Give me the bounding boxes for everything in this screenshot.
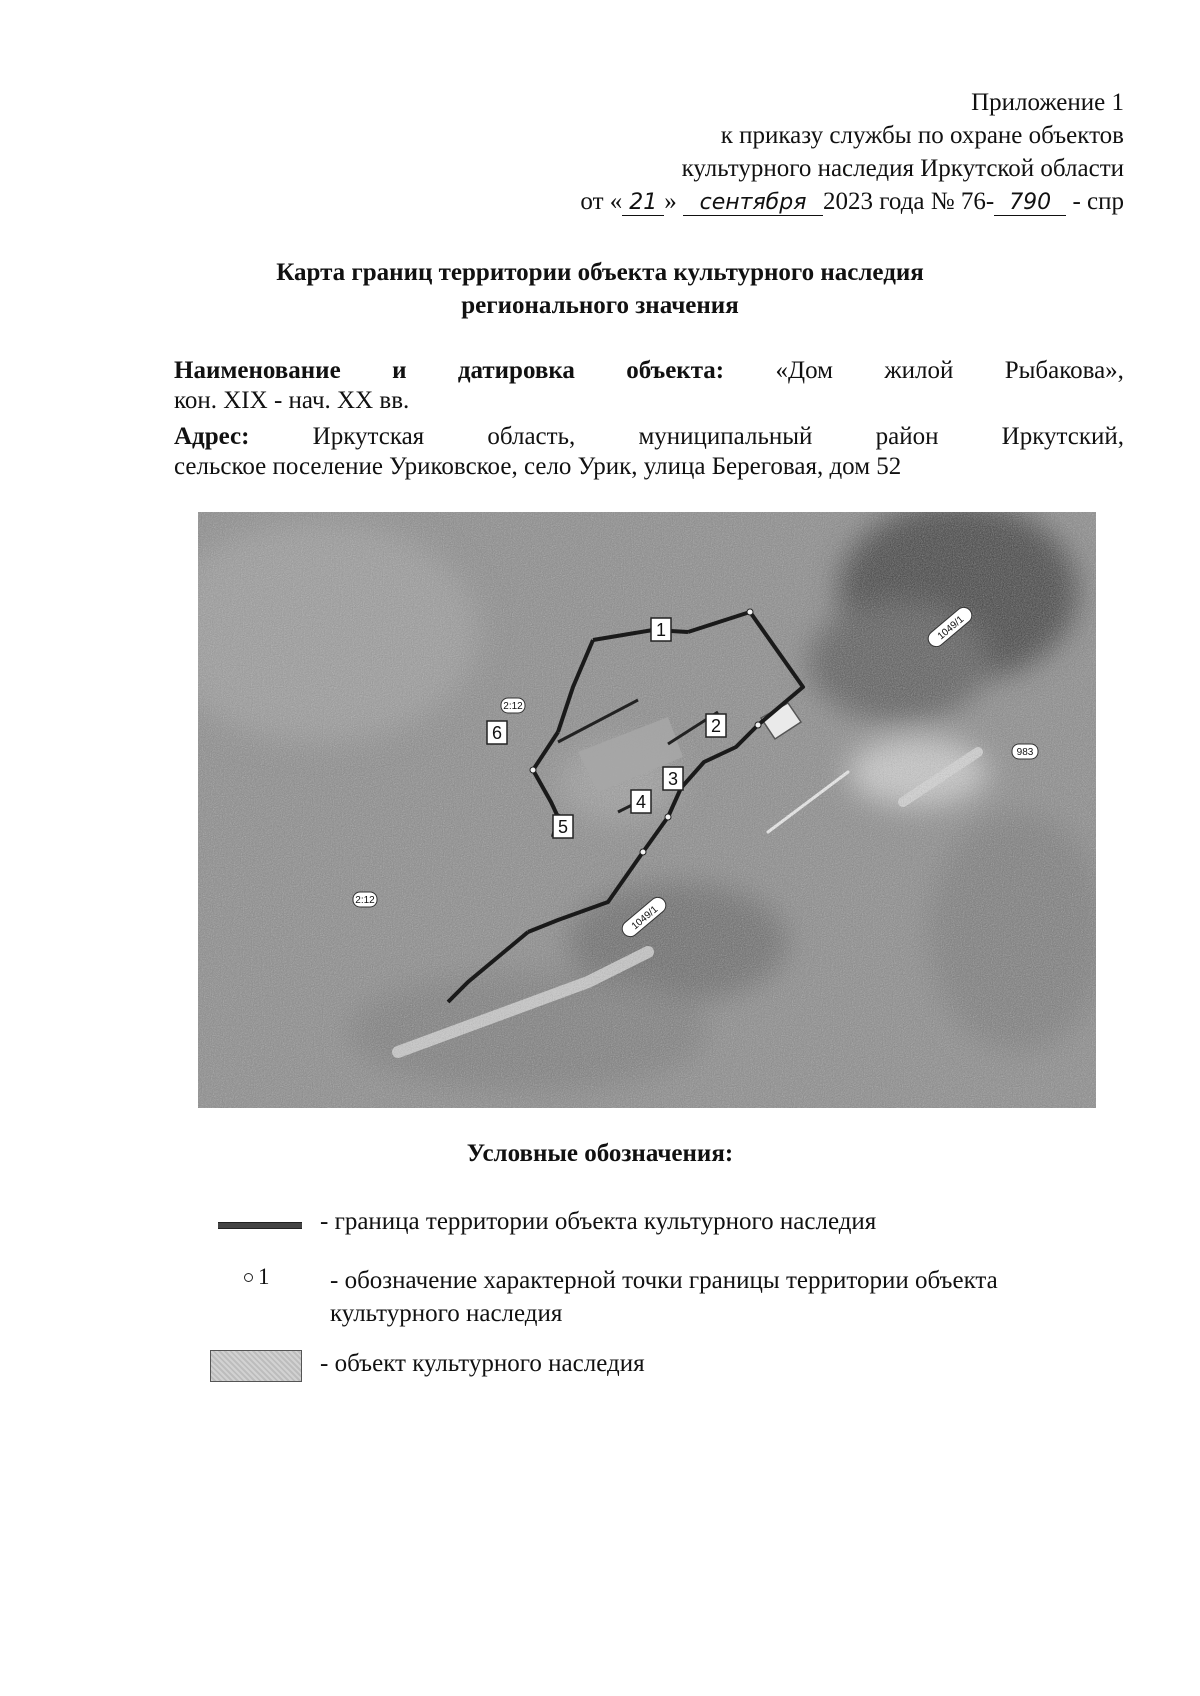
address-block [174,422,1124,482]
svg-text:1049/1: 1049/1 [935,614,967,643]
order-reference: к приказу службы по охране объектов [720,122,1124,149]
point-label-2 [706,714,726,737]
issuing-authority: культурного наследия Иркутской области [681,155,1124,182]
svg-text:3: 3 [667,769,679,789]
parcel-label [353,892,377,907]
address-line-2: сельское поселение Уриковское, село Урик, улица Береговая, дом 52 [174,453,902,480]
aerial-map [198,512,1096,1108]
address-label: Адрес: [174,423,250,450]
svg-text:6: 6 [491,723,503,743]
name-label-word: и [392,357,407,384]
name-label-word: датировка [457,357,575,384]
legend-heritage-text: - объект культурного наследия [320,1350,645,1377]
address-word: область, [487,423,576,450]
address-word: Иркутский, [1001,423,1124,450]
parcel-label [501,698,525,713]
parcel-label [1012,744,1038,759]
legend-title: Условные обозначения: [466,1140,734,1167]
document-header [580,86,1124,218]
svg-text:2: 2 [710,716,722,736]
object-name-word: Рыбакова», [1004,357,1124,384]
legend-point-text: - обозначение характерной точки границы территории объекта культурного наследия [330,1267,998,1327]
map-title: Карта границ территории объекта культурного наследия регионального значения [276,259,924,319]
address-word: муниципальный [638,423,813,450]
order-date-line: от « 21 » сентября 2023 года № 76- 790 - спр [580,188,1124,215]
svg-text:2:12: 2:12 [355,895,375,906]
point-label-4 [631,790,651,813]
svg-text:1: 1 [655,620,667,640]
legend-point-number: 1 [258,1264,270,1289]
handwritten-month: сентября [683,191,823,216]
svg-text:983: 983 [1016,747,1034,758]
legend-point-marker-icon [244,1273,253,1282]
address-word: Иркутская [312,423,425,450]
legend-boundary-text: - граница территории объекта культурного наследия [320,1208,877,1235]
appendix-label: Приложение 1 [971,89,1124,116]
object-name-word: «Дом [775,357,833,384]
legend-heritage-swatch-icon [210,1350,302,1382]
point-label-3 [663,767,683,790]
object-dating: кон. XIX - нач. XX вв. [174,387,410,414]
name-label-word: Наименование [174,357,341,384]
legend-boundary-line-icon [218,1222,302,1229]
point-label-6 [487,721,507,744]
handwritten-day: 21 [622,191,664,216]
svg-text:1049/1: 1049/1 [629,904,661,933]
handwritten-number: 790 [994,191,1066,216]
order-year-number: 2023 года № 76- [823,188,995,215]
address-word: район [875,423,939,450]
point-label-1 [651,618,671,641]
object-name-word: жилой [884,357,954,384]
svg-text:4: 4 [635,792,647,812]
svg-text:2:12: 2:12 [503,701,523,712]
name-label-word: объекта: [626,357,725,384]
point-label-5 [553,815,573,838]
object-name-block [174,356,1124,416]
svg-text:5: 5 [557,817,569,837]
